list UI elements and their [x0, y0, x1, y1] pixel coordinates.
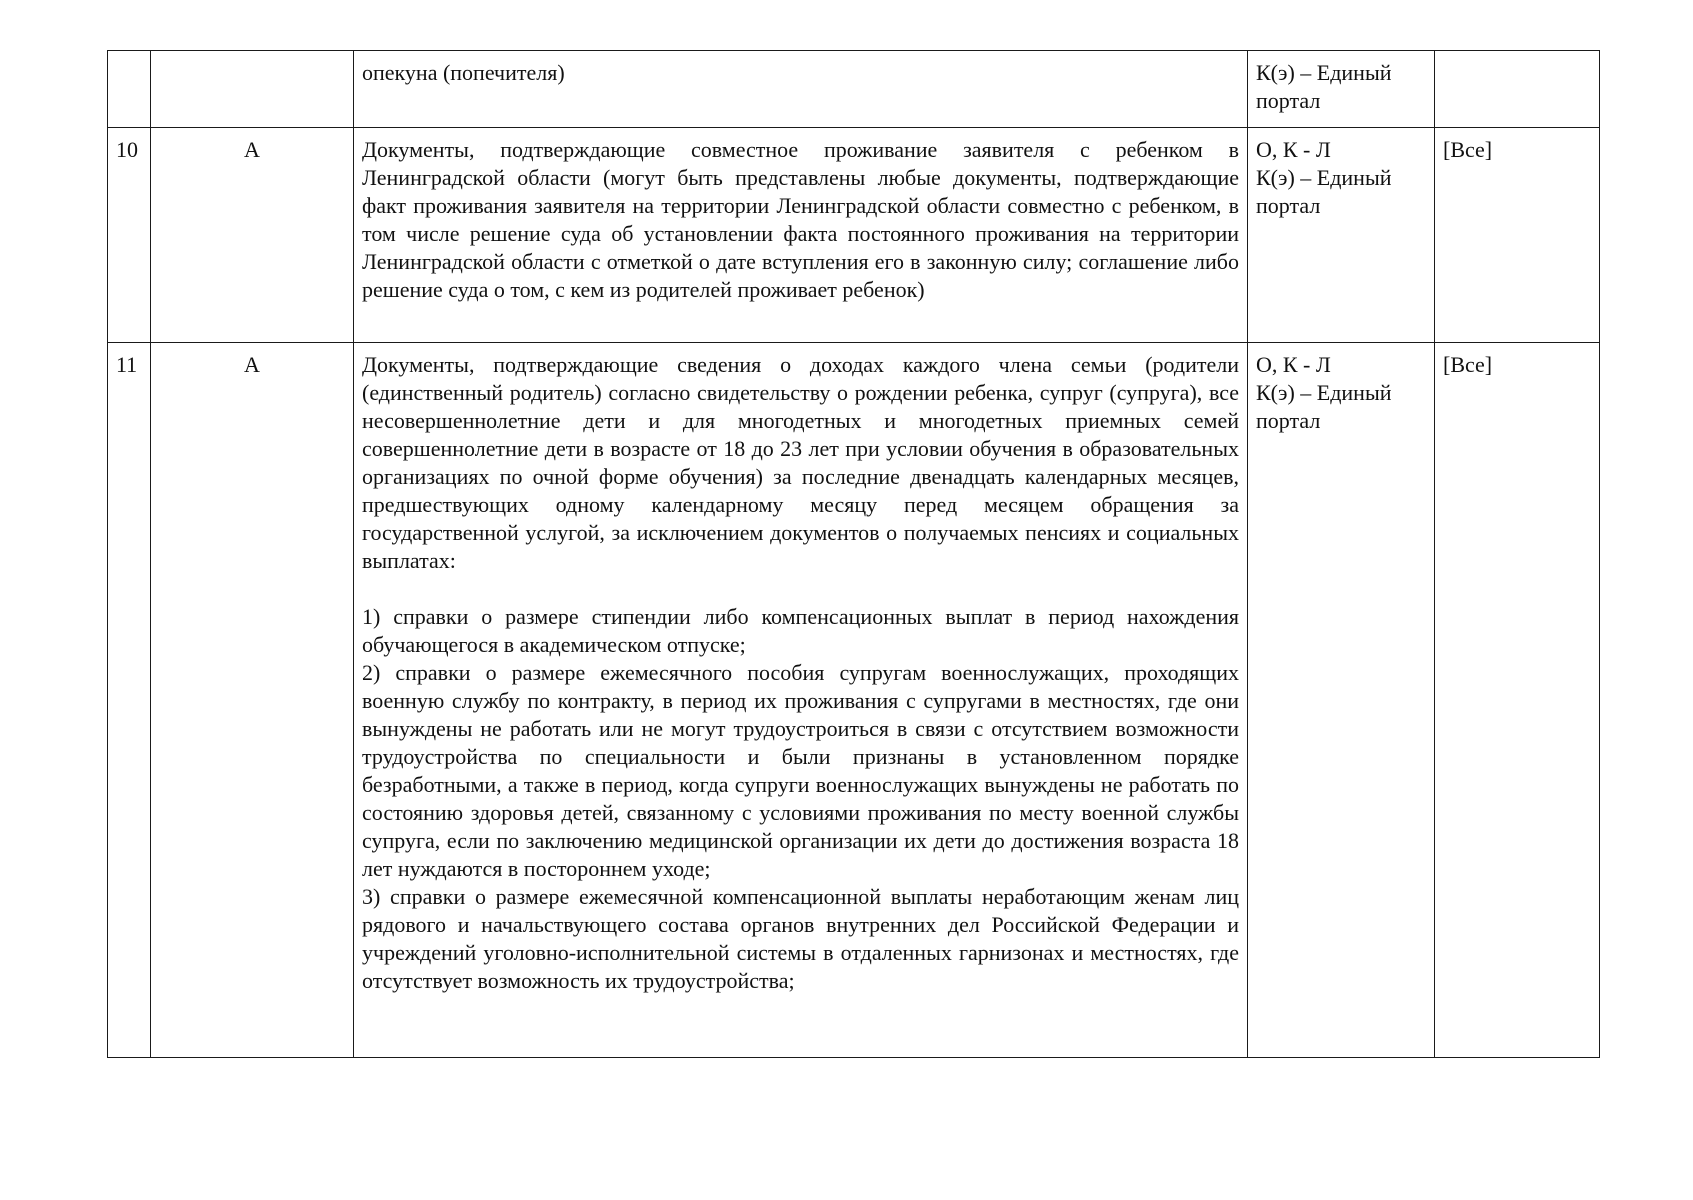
- scope-cell: [Все]: [1435, 128, 1600, 343]
- description-paragraph: 3) справки о размере ежемесячной компенсационной выплаты неработающим женам лиц рядового и начальствующего состава органов внутренних дел Российской Федерации и учреждений уголовно-исполнительной системы в отдаленных гарнизонах и местностях, где отсутствует возможность их трудоустройства;: [362, 884, 1239, 993]
- description-text: Документы, подтверждающие совместное проживание заявителя с ребенком в Ленинградской области (могут быть представлены любые документы, подтверждающие факт проживания заявителя на территории Ленинградской области совместно с ребенком, в том числе решение суда об установлении факта постоянного проживания на территории Ленинградской области с отметкой о дате вступления его в законную силу; соглашение либо решение суда о том, с кем из родителей проживает ребенок): [362, 137, 1239, 302]
- submission-mode-cell: [1248, 51, 1435, 128]
- description-paragraph: Документы, подтверждающие сведения о доходах каждого члена семьи (родители (единственный родитель) согласно свидетельству о рождении ребенка, супруг (супруга), все несовершеннолетние дети и для многодетных и многодетных приемных семей совершеннолетние дети в возрасте от 18 до 23 лет при условии обучения в образовательных организациях по очной форме обучения) за последние двенадцать календарных месяцев, предшествующих одному календарному месяцу перед месяцем обращения за государственной услугой, за исключением документов о получаемых пенсиях и социальных выплатах:: [362, 352, 1239, 573]
- category-cell: А: [151, 128, 354, 343]
- table-row: [108, 343, 1600, 1058]
- scope-cell: [Все]: [1435, 343, 1600, 1058]
- mode-line: К(э) – Единый: [1256, 380, 1392, 405]
- mode-line: портал: [1256, 408, 1321, 433]
- description-text: опекуна (попечителя): [362, 60, 565, 85]
- mode-line: О, К - Л: [1256, 137, 1331, 162]
- description-paragraph: 2) справки о размере ежемесячного пособия супругам военнослужащих, проходящих военную службу по контракту, в период их проживания с супругами в местностях, где они вынуждены не работать или не могут трудоустроиться в связи с отсутствием возможности трудоустройства по специальности и были признаны в установленном порядке безработными, а также в период, когда супруги военнослужащих вынуждены не работать по состоянию здоровья детей, связанному с условиями проживания по месту военной службы супруга, если по заключению медицинской организации их дети до достижения возраста 18 лет нуждаются в постороннем уходе;: [362, 660, 1239, 881]
- category-cell: [151, 51, 354, 128]
- row-number-cell: 10: [108, 128, 151, 343]
- row-number-cell: [108, 51, 151, 128]
- table-row: [108, 128, 1600, 343]
- submission-mode-cell: [1248, 343, 1435, 1058]
- table-row: [108, 51, 1600, 128]
- mode-line: портал: [1256, 88, 1321, 113]
- category-cell: А: [151, 343, 354, 1058]
- submission-mode-cell: [1248, 128, 1435, 343]
- description-paragraph: 1) справки о размере стипендии либо компенсационных выплат в период нахождения обучающегося в академическом отпуске;: [362, 604, 1239, 657]
- description-cell: [354, 51, 1248, 128]
- mode-line: О, К - Л: [1256, 352, 1331, 377]
- mode-line: К(э) – Единый: [1256, 165, 1392, 190]
- row-number-cell: 11: [108, 343, 151, 1058]
- description-cell: [354, 128, 1248, 343]
- description-cell: [354, 343, 1248, 1058]
- scope-cell: [1435, 51, 1600, 128]
- mode-line: портал: [1256, 193, 1321, 218]
- documents-table: [107, 50, 1600, 1058]
- mode-line: К(э) – Единый: [1256, 60, 1392, 85]
